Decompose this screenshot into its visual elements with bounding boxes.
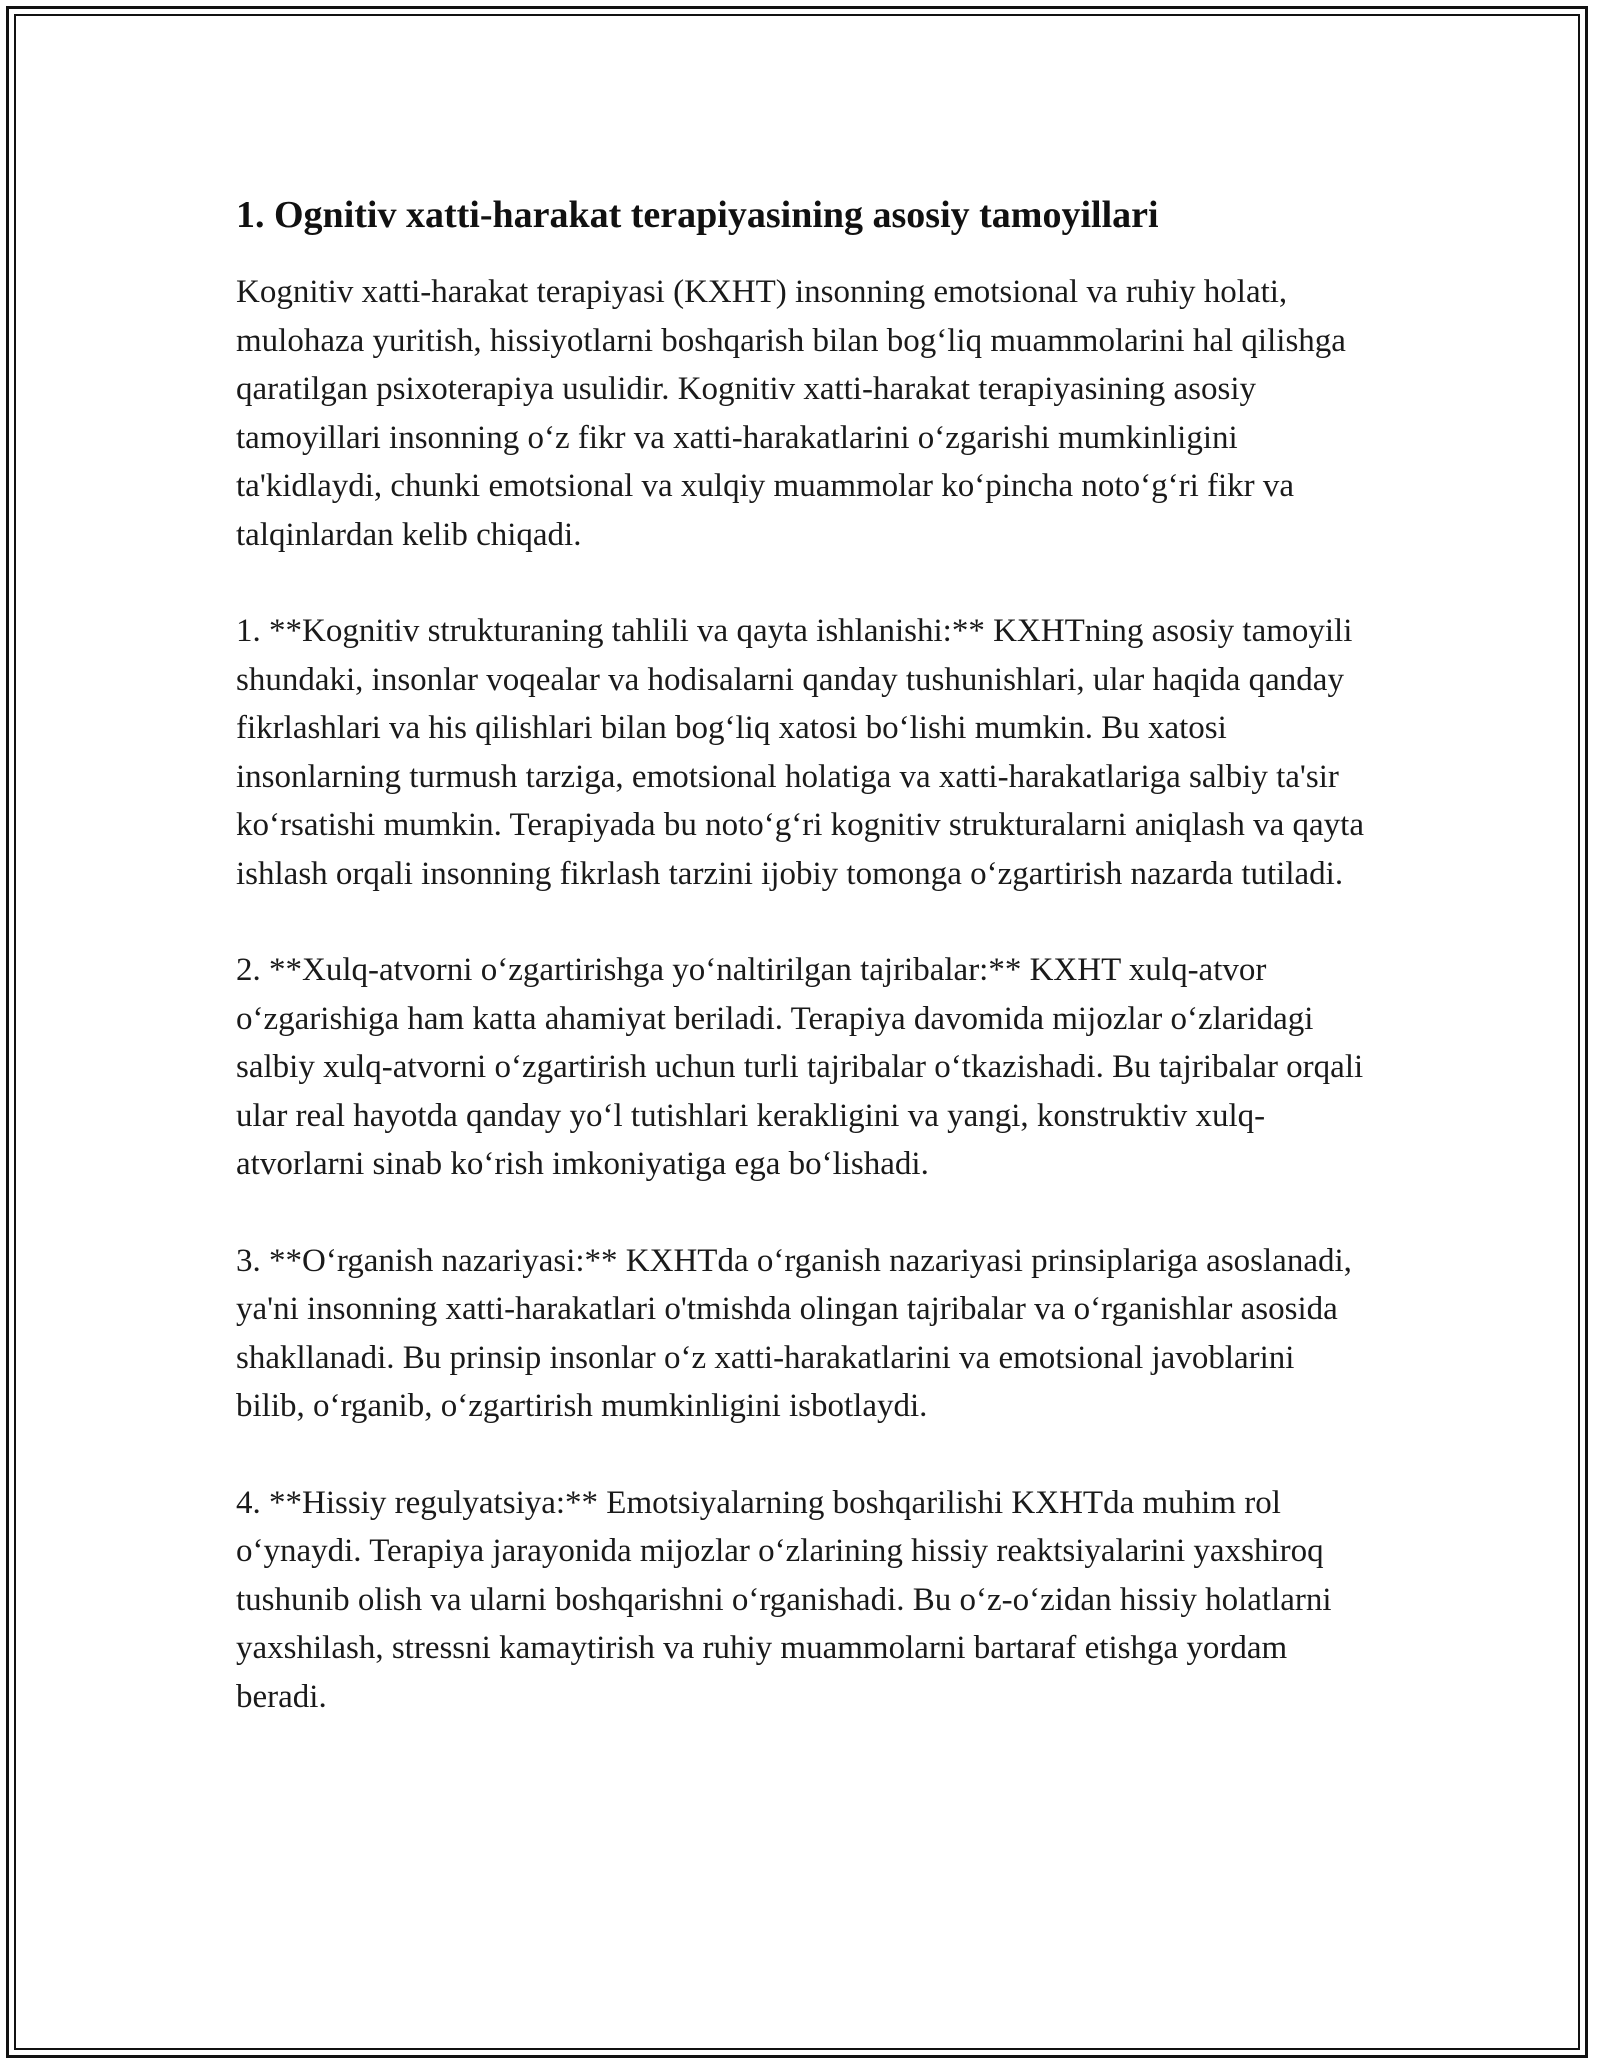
principle-3-paragraph: 3. **O‘rganish nazariyasi:** KXHTda o‘rganish nazariyasi prinsiplariga asoslanadi, ya'ni insonning xatti-harakatlari o'tmishda olingan tajribalar va o‘rganishlar asosida shakllanadi. Bu prinsip insonlar o‘z xatti-harakatlarini va emotsional javoblarini bilib, o‘rganib, o‘zgartirish mumkinligini isbotlaydi.: [236, 1242, 1352, 1424]
principle-2-paragraph: 2. **Xulq-atvorni o‘zgartirishga yo‘naltirilgan tajribalar:** KXHT xulq-atvor o‘zgarishiga ham katta ahamiyat beriladi. Terapiya davomida mijozlar o‘zlaridagi salbiy xulq-atvorni o‘zgartirish uchun turli tajribalar o‘tkazishadi. Bu tajribalar orqali ular real hayotda qanday yo‘l tutishlari kerakligini va yangi, konstruktiv xulq-atvorlarni sinab ko‘rish imkoniyatiga ega bo‘lishadi.: [236, 952, 1364, 1182]
document-body: [236, 186, 1366, 1769]
document-title: 1. Ognitiv xatti-harakat terapiyasining asosiy tamoyillari: [236, 194, 1159, 236]
principle-4-paragraph: 4. **Hissiy regulyatsiya:** Emotsiyalarning boshqarilishi KXHTda muhim rol o‘ynaydi. Terapiya jarayonida mijozlar o‘zlarining hissiy reaktsiyalarini yaxshiroq tushunib olish va ularni boshqarishni o‘rganishadi. Bu o‘z-o‘zidan hissiy holatlarni yaxshilash, stressni kamaytirish va ruhiy muammolarni bartaraf etishga yordam beradi.: [236, 1484, 1332, 1715]
principle-1-paragraph: 1. **Kognitiv strukturaning tahlili va qayta ishlanishi:** KXHTning asosiy tamoyili shundaki, insonlar voqealar va hodisalarni qanday tushunishlari, ular haqida qanday fikrlashlari va his qilishlari bilan bog‘liq xatosi bo‘lishi mumkin. Bu xatosi insonlarning turmush tarziga, emotsional holatiga va xatti-harakatlariga salbiy ta'sir ko‘rsatishi mumkin. Terapiyada bu noto‘g‘ri kognitiv strukturalarni aniqlash va qayta ishlash orqali insonning fikrlash tarzini ijobiy tomonga o‘zgartirish nazarda tutiladi.: [236, 613, 1364, 892]
intro-paragraph: Kognitiv xatti-harakat terapiyasi (KXHT) insonning emotsional va ruhiy holati, mulohaza yuritish, hissiyotlarni boshqarish bilan bog‘liq muammolarini hal qilishga qaratilgan psixoterapiya usulidir. Kognitiv xatti-harakat terapiyasining asosiy tamoyillari insonning o‘z fikr va xatti-harakatlarini o‘zgarishi mumkinligini ta'kidlaydi, chunki emotsional va xulqiy muammolar ko‘pincha noto‘g‘ri fikr va talqinlardan kelib chiqadi.: [236, 274, 1346, 553]
